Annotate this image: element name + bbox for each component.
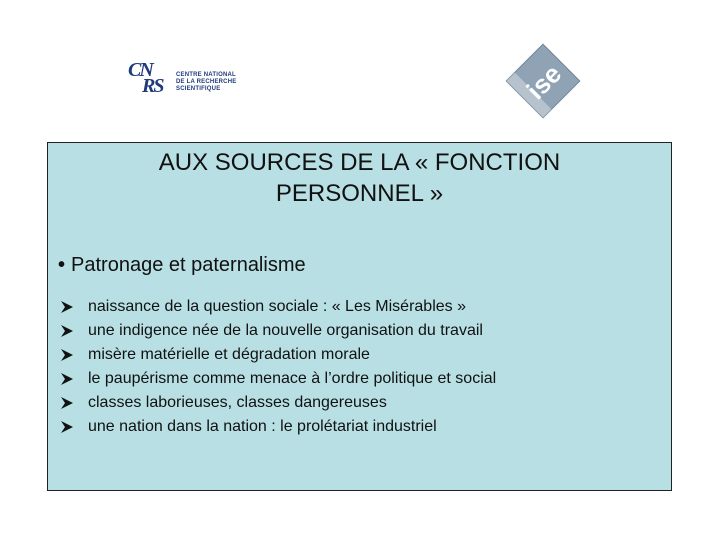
- cnrs-caption-line: CENTRE NATIONAL: [176, 72, 236, 78]
- arrow-bullet-icon: [60, 396, 88, 410]
- slide-title: [48, 147, 671, 209]
- ise-logo-text: ise: [520, 58, 568, 106]
- list-item: [60, 295, 496, 319]
- list-item: [60, 391, 496, 415]
- cnrs-logo: [126, 58, 256, 102]
- ise-logo: [500, 42, 586, 120]
- list-item-text: une indigence née de la nouvelle organisation du travail: [88, 322, 483, 339]
- list-item-text: misère matérielle et dégradation morale: [88, 346, 370, 363]
- cnrs-logo-caption: [176, 72, 236, 93]
- cnrs-logo-mark: [126, 58, 174, 102]
- section-heading: [58, 254, 306, 277]
- arrow-bullet-icon: [60, 300, 88, 314]
- list-item: [60, 319, 496, 343]
- list-item: [60, 367, 496, 391]
- arrow-bullet-icon: [60, 348, 88, 362]
- arrow-bullet-icon: [60, 420, 88, 434]
- cnrs-mark-line1: CN: [128, 59, 152, 81]
- cnrs-mark-line2: RS: [142, 75, 163, 97]
- slide-content-box: [47, 142, 672, 491]
- arrow-bullet-icon: [60, 324, 88, 338]
- list-item-text: le paupérisme comme menace à l’ordre politique et social: [88, 370, 497, 387]
- list-item: [60, 343, 496, 367]
- bullet-list: [60, 295, 496, 439]
- list-item-text: naissance de la question sociale : « Les Misérables »: [88, 298, 466, 315]
- slide-title-line: PERSONNEL »: [275, 180, 444, 207]
- slide-title-line: AUX SOURCES DE LA « FONCTION: [158, 149, 561, 176]
- section-heading-text: Patronage et paternalisme: [71, 254, 306, 276]
- cnrs-caption-line: DE LA RECHERCHE: [176, 79, 237, 85]
- arrow-bullet-icon: [60, 372, 88, 386]
- list-item: [60, 415, 496, 439]
- list-item-text: classes laborieuses, classes dangereuses: [88, 394, 387, 411]
- ise-logo-graphic: [500, 42, 586, 120]
- cnrs-caption-line: SCIENTIFIQUE: [176, 86, 221, 92]
- list-item-text: une nation dans la nation : le prolétariat industriel: [88, 418, 437, 435]
- dot-bullet-icon: •: [58, 254, 66, 276]
